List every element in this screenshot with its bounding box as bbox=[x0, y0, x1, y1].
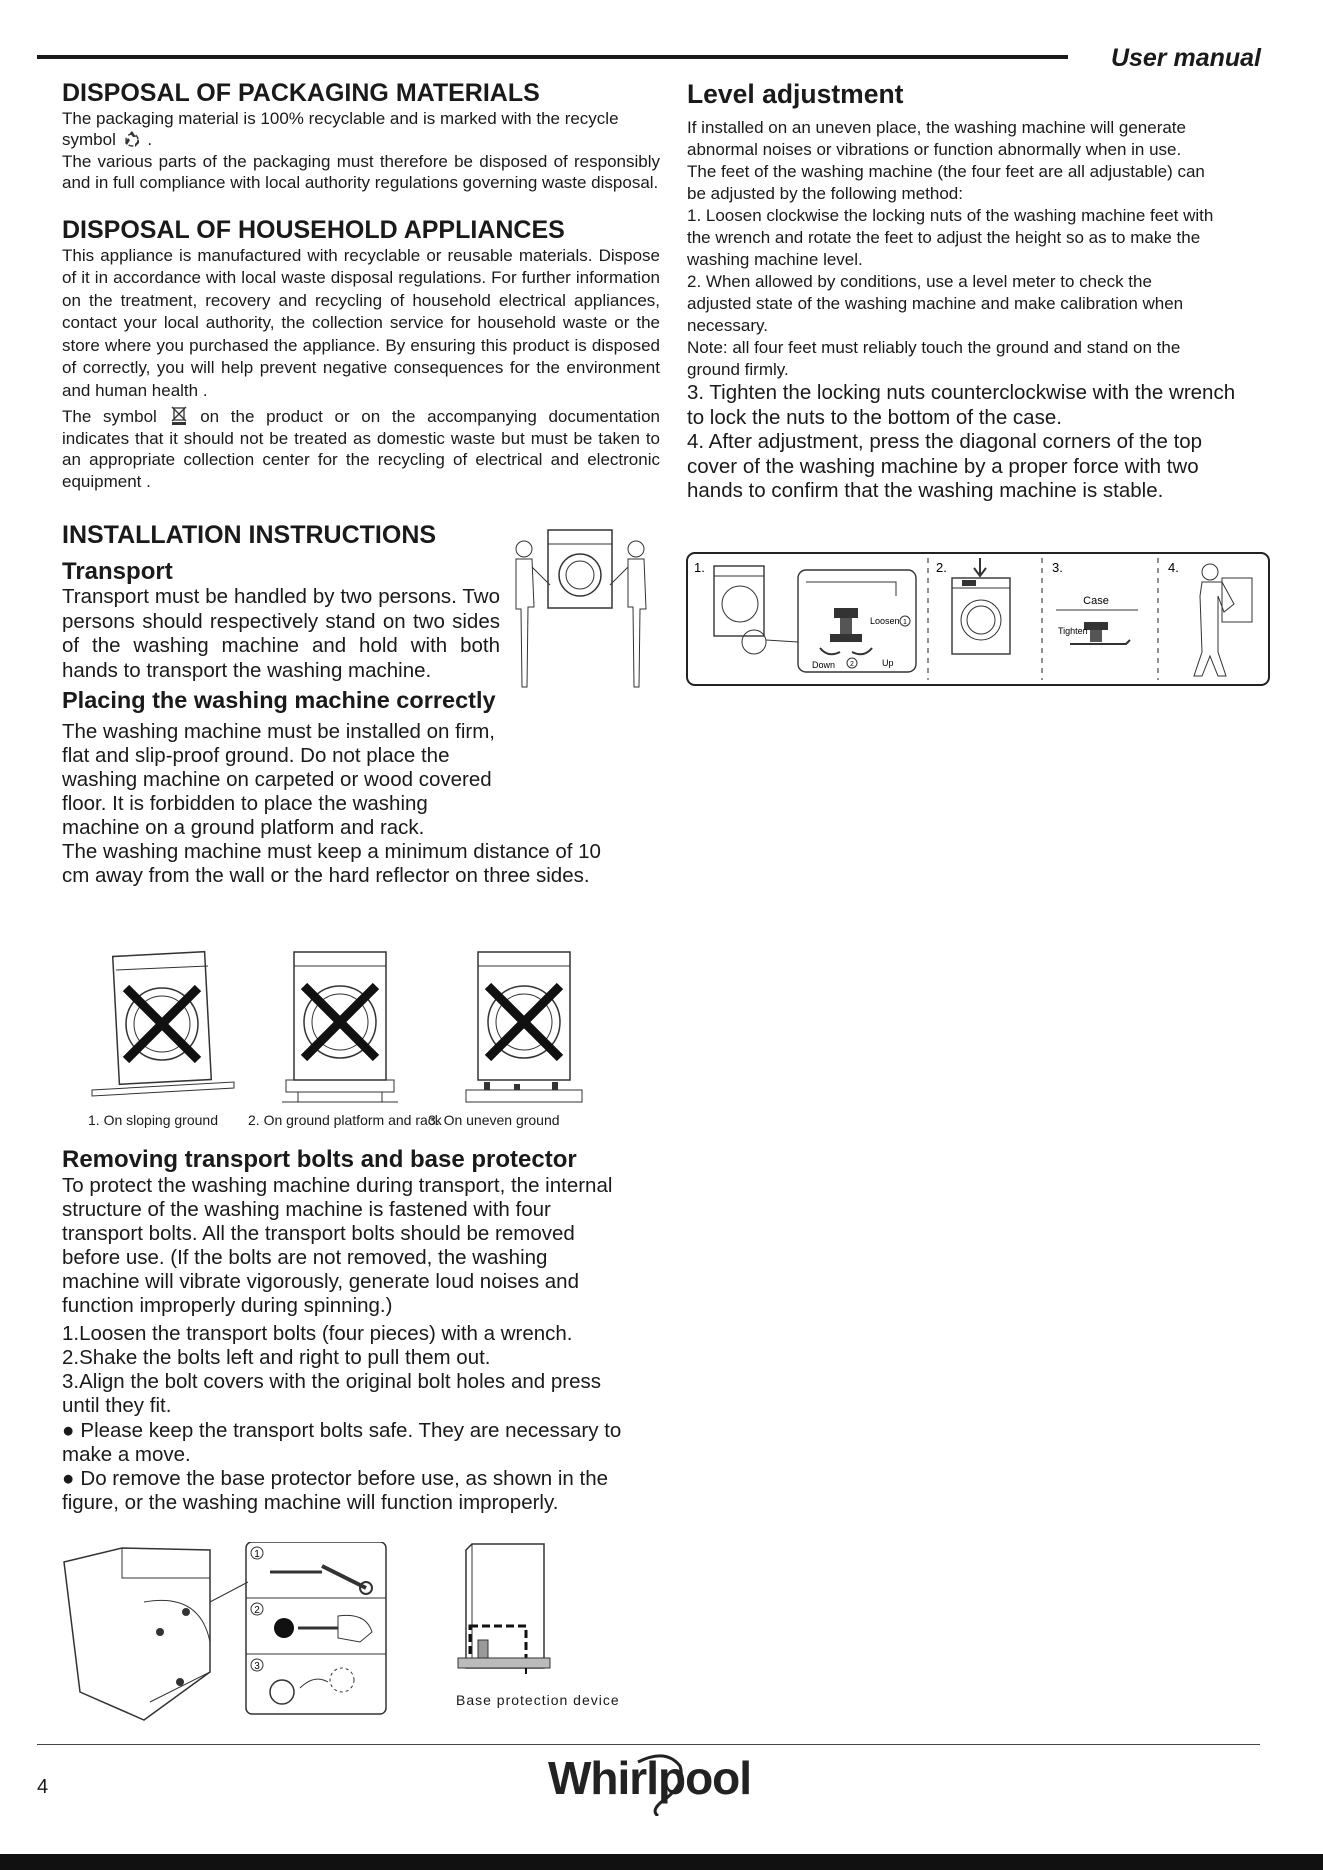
base-protector-caption: Base protection device bbox=[456, 1692, 620, 1708]
sloping-ground-machine bbox=[92, 952, 234, 1096]
foot-detail bbox=[798, 570, 916, 672]
level-step-1: 1. Loosen clockwise the locking nuts of the washing machine feet with the wrench and rotate the feet to adjust the height so as to make the washing machine level. bbox=[687, 206, 1214, 270]
level-p1: If installed on an uneven place, the washing machine will generate abnormal noises or vibrations or function abnormally when in use. bbox=[687, 118, 1186, 160]
loosen-label: Loosen bbox=[870, 616, 900, 626]
caption-platform: 2. On ground platform and rack bbox=[248, 1112, 442, 1128]
placing-p2: The washing machine must keep a minimum distance of 10 cm away from the wall or the hard reflector on three sides. bbox=[62, 840, 601, 888]
disposal-appliances-section bbox=[62, 217, 660, 492]
level-panel-3-label: 3. bbox=[1052, 560, 1063, 575]
transport-illustration bbox=[504, 527, 656, 694]
disposal-packaging-p1: The packaging material is 100% recyclable and is marked with the recycle symbol . bbox=[62, 108, 619, 149]
wrench-icon bbox=[270, 1566, 372, 1594]
whirlpool-logo bbox=[546, 1744, 750, 1816]
caption-uneven: 3. On uneven ground bbox=[428, 1112, 560, 1128]
level-step-2: 2. When allowed by conditions, use a level meter to check the adjusted state of the washing machine and make calibration when necessary. bbox=[687, 272, 1184, 336]
page-number: 4 bbox=[37, 1776, 49, 1798]
panel-3-case bbox=[1056, 595, 1138, 644]
adjust-circle-number: 2 bbox=[850, 661, 854, 668]
bolts-bullet-2: ● Do remove the base protector before use, as shown in the figure, or the washing machine will function improperly. bbox=[62, 1467, 662, 1515]
bolts-bullet-1: ● Please keep the transport bolts safe. They are necessary to make a move. bbox=[62, 1419, 642, 1467]
installation-heading: INSTALLATION INSTRUCTIONS bbox=[62, 521, 437, 549]
bolts-section bbox=[62, 1146, 662, 1515]
disposal-packaging-heading: DISPOSAL OF PACKAGING MATERIALS bbox=[62, 79, 540, 107]
case-label: Case bbox=[1083, 595, 1109, 607]
top-rule bbox=[37, 55, 1068, 59]
bolt-step-3-label: 3 bbox=[254, 1661, 260, 1672]
bolts-step-3: 3.Align the bolt covers with the original bolt holes and press until they fit. bbox=[62, 1369, 602, 1417]
bolt-hole-icon bbox=[274, 1618, 294, 1638]
disposal-packaging-section bbox=[62, 80, 660, 194]
level-step-4: 4. After adjustment, press the diagonal corners of the top cover of the washing machine by a proper force with two hands to confirm that the washing machine is stable. bbox=[687, 430, 1203, 503]
down-label: Down bbox=[812, 660, 836, 670]
platform-rack-machine bbox=[282, 952, 398, 1102]
disposal-packaging-p2: The various parts of the packaging must therefore be disposed of responsibly and in full compliance with local authority regulations governing waste disposal. bbox=[62, 151, 660, 192]
level-panel-2-label: 2. bbox=[936, 560, 947, 575]
level-panel-4-label: 4. bbox=[1168, 560, 1179, 575]
bolt-step-1-label: 1 bbox=[254, 1549, 260, 1560]
transport-text: Transport must be handled by two persons. Two persons should respectively stand on two sides of the washing machine and hold with both hands to transport the washing machine. bbox=[62, 585, 500, 682]
bolts-step-1: 1.Loosen the transport bolts (four pieces) with a wrench. bbox=[62, 1321, 573, 1345]
crossed-bin-icon bbox=[169, 404, 189, 426]
recycle-icon bbox=[121, 129, 143, 149]
bolt-cover-icon bbox=[270, 1680, 294, 1704]
level-adjustment-figure bbox=[686, 552, 1270, 686]
bolts-heading: Removing transport bolts and base protector bbox=[62, 1146, 577, 1173]
header-title: User manual bbox=[1110, 44, 1261, 72]
panel-1-machine bbox=[714, 566, 798, 654]
disposal-appliances-heading: DISPOSAL OF HOUSEHOLD APPLIANCES bbox=[62, 216, 565, 244]
panel-2-machine bbox=[952, 558, 1010, 654]
placing-p1: The washing machine must be installed on firm, flat and slip-proof ground. Do not place the washing machine on carpeted or wood covered floor. It is forbidden to place the washing machine on a ground platform and rack. bbox=[62, 720, 495, 840]
loosen-circle-number: 1 bbox=[903, 619, 907, 626]
disposal-appliances-p2: The symbol on the product or on the accompanying documentation indicates that it should not be treated as domestic waste but must be taken to an appropriate collection center for the recycling of electrical and electronic equipment . bbox=[62, 404, 660, 492]
panel-4-person bbox=[1194, 564, 1252, 676]
bolts-intro: To protect the washing machine during transport, the internal structure of the washing machine is fastened with four transport bolts. All the transport bolts should be removed before use. (If the bolts are not removed, the washing machine will vibrate vigorously, generate loud noises and function improperly during spinning.) bbox=[62, 1173, 613, 1317]
tighten-label: Tighten bbox=[1058, 626, 1088, 636]
level-p2: The feet of the washing machine (the four feet are all adjustable) can be adjusted by the following method: bbox=[687, 162, 1205, 204]
bolt-removal-figure bbox=[60, 1542, 390, 1722]
level-note: Note: all four feet must reliably touch the ground and stand on the ground firmly. bbox=[687, 338, 1181, 380]
hand-icon bbox=[298, 1615, 372, 1642]
placement-figure bbox=[86, 944, 606, 1114]
svg-text:Whirlpool: Whirlpool bbox=[548, 1752, 750, 1804]
level-step-3: 3. Tighten the locking nuts counterclockwise with the wrench to lock the nuts to the bottom of the case. bbox=[687, 381, 1236, 429]
level-heading: Level adjustment bbox=[687, 79, 904, 109]
up-label: Up bbox=[882, 658, 894, 668]
level-panel-1-label: 1. bbox=[694, 560, 705, 575]
placing-heading: Placing the washing machine correctly bbox=[62, 687, 496, 714]
transport-heading: Transport bbox=[62, 557, 173, 585]
disposal-appliances-p1: This appliance is manufactured with recyclable or reusable materials. Dispose of it in accordance with local waste disposal regulations. For further information on the treatment, recovery and recycling of household electrical appliances, contact your local authority, the collection service for household waste or the store where you purchased the appliance. By ensuring this product is disposed of correctly, you will help prevent negative consequences for the environment and human health . bbox=[62, 245, 660, 400]
base-protector-figure bbox=[452, 1542, 562, 1674]
bolts-step-2: 2.Shake the bolts left and right to pull them out. bbox=[62, 1345, 491, 1369]
uneven-ground-machine bbox=[466, 952, 582, 1102]
bottom-band bbox=[0, 1854, 1323, 1870]
bolt-step-2-label: 2 bbox=[254, 1605, 260, 1616]
level-section bbox=[687, 80, 1247, 504]
caption-sloping: 1. On sloping ground bbox=[88, 1112, 218, 1128]
